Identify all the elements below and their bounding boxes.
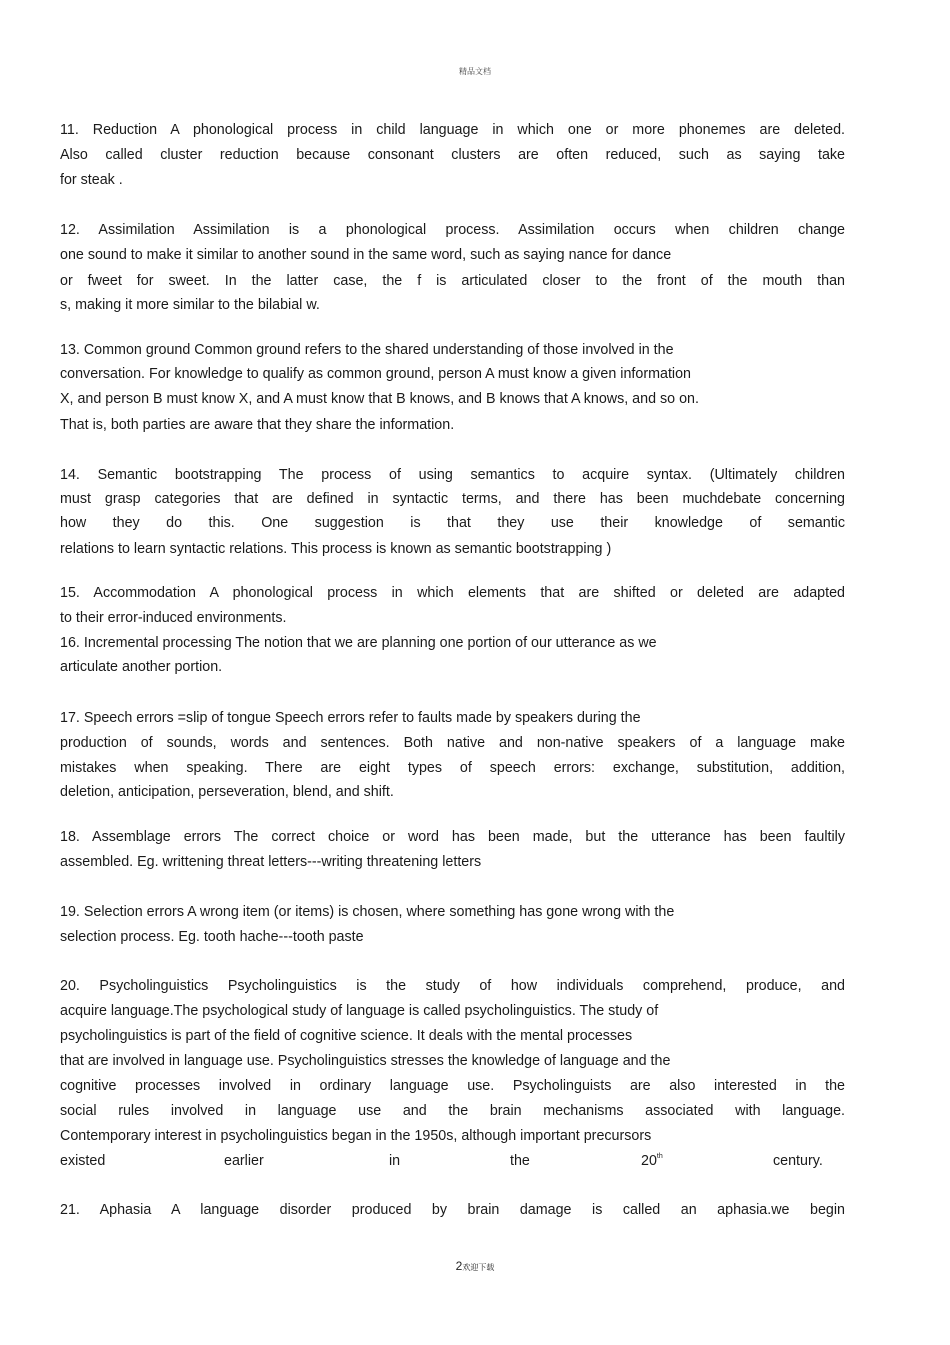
text-line: cognitive processes involved in ordinary language use. Psycholinguists are also interested in the — [60, 1078, 845, 1094]
text-line: 12. Assimilation Assimilation is a phonological process. Assimilation occurs when children change — [60, 222, 845, 238]
text-line: mistakes when speaking. There are eight types of speech errors: exchange, substitution, addition, — [60, 760, 845, 776]
page-footer — [0, 1259, 950, 1273]
text-line: 14. Semantic bootstrapping The process of using semantics to acquire syntax. (Ultimately children — [60, 467, 845, 483]
text-line: 18. Assemblage errors The correct choice or word has been made, but the utterance has been faultily — [60, 829, 845, 845]
word-earlier: earlier — [224, 1153, 264, 1169]
text-line: X, and person B must know X, and A must know that B knows, and B knows that A knows, and so on. — [60, 391, 699, 407]
word-century: century. — [773, 1153, 823, 1169]
text-line: Contemporary interest in psycholinguistics began in the 1950s, although important precursors — [60, 1128, 652, 1144]
text-line: articulate another portion. — [60, 659, 223, 675]
footer-text: 欢迎下载 — [462, 1263, 495, 1272]
text-line: 13. Common ground Common ground refers to the shared understanding of those involved in the — [60, 342, 674, 358]
text-line: Also called cluster reduction because consonant clusters are often reduced, such as saying take — [60, 147, 845, 163]
text-line: 17. Speech errors =slip of tongue Speech errors refer to faults made by speakers during the — [60, 710, 641, 726]
text-line: or fweet for sweet. In the latter case, the f is articulated closer to the front of the mouth than — [60, 273, 845, 289]
text-line: assembled. Eg. writtening threat letters---writing threatening letters — [60, 854, 482, 870]
text-line: 15. Accommodation A phonological process in which elements that are shifted or deleted are adapted — [60, 585, 845, 601]
text-line: production of sounds, words and sentences. Both native and non-native speakers of a language make — [60, 735, 845, 751]
text-line: 19. Selection errors A wrong item (or items) is chosen, where something has gone wrong with the — [60, 904, 675, 920]
word-in: in — [389, 1153, 401, 1169]
word-20th: 20th — [641, 1153, 663, 1169]
text-line: for steak . — [60, 172, 123, 188]
text-line: social rules involved in language use and the brain mechanisms associated with language. — [60, 1103, 845, 1119]
text-line: 20. Psycholinguistics Psycholinguistics is the study of how individuals comprehend, produce, and — [60, 978, 845, 994]
text-line: conversation. For knowledge to qualify as common ground, person A must know a given information — [60, 366, 691, 382]
text-line: how they do this. One suggestion is that they use their knowledge of semantic — [60, 515, 845, 531]
text-line: 11. Reduction A phonological process in child language in which one or more phonemes are deleted. — [60, 122, 845, 138]
text-line: one sound to make it similar to another sound in the same word, such as saying nance for dance — [60, 247, 672, 263]
page-header-watermark: 精品文档 — [459, 67, 491, 76]
text-line: relations to learn syntactic relations. This process is known as semantic bootstrapping ) — [60, 541, 612, 557]
text-line: must grasp categories that are defined in syntactic terms, and there has been muchdebate concerning — [60, 491, 845, 507]
text-line: acquire language.The psychological study of language is called psycholinguistics. The study of — [60, 1003, 659, 1019]
word-existed: existed — [60, 1153, 106, 1169]
text-line: 21. Aphasia A language disorder produced by brain damage is called an aphasia.we begin — [60, 1202, 845, 1218]
page-number: 2 — [455, 1259, 463, 1273]
text-line: psycholinguistics is part of the field of cognitive science. It deals with the mental processes — [60, 1028, 633, 1044]
word-the: the — [510, 1153, 530, 1169]
text-line: s, making it more similar to the bilabial w. — [60, 297, 320, 313]
text-line: That is, both parties are aware that they share the information. — [60, 417, 455, 433]
text-line: 16. Incremental processing The notion that we are planning one portion of our utterance as we — [60, 635, 657, 651]
text-line: selection process. Eg. tooth hache---tooth paste — [60, 929, 364, 945]
text-line: deletion, anticipation, perseveration, blend, and shift. — [60, 784, 394, 800]
text-line: that are involved in language use. Psycholinguistics stresses the knowledge of language and the — [60, 1053, 671, 1069]
text-line: to their error-induced environments. — [60, 610, 287, 626]
